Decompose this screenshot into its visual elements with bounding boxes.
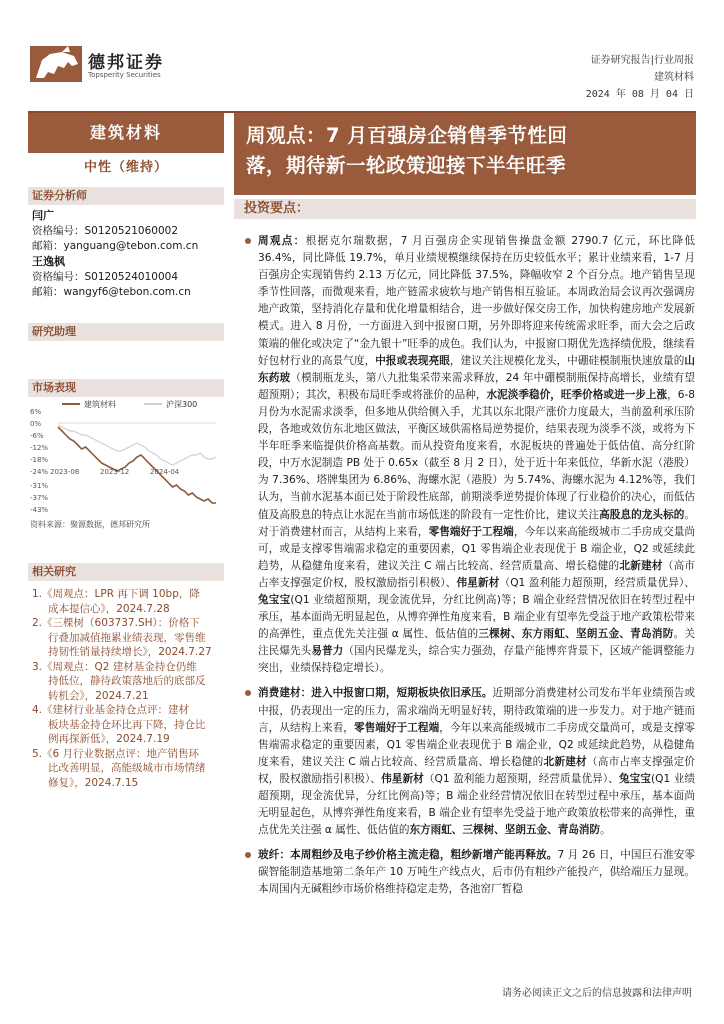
report-meta — [586, 52, 694, 103]
brand-name: 德邦证券 — [88, 53, 164, 73]
analyst-email[interactable]: 邮箱：yanguang@tebon.com.cn — [32, 240, 199, 252]
assistant-section-heading: 研究助理 — [28, 323, 224, 341]
y-tick-label: 0% — [30, 420, 42, 428]
report-title — [234, 113, 696, 195]
related-item[interactable]: 2.《三棵树（603737.SH）：价格下 行叠加减值拖累业绩表现，零售维 持韧性销量持续增长》，2024.7.27 — [32, 617, 212, 658]
report-body — [258, 233, 695, 899]
chart-source: 资料来源：聚源数据，德邦研究所 — [30, 520, 150, 529]
market-section-heading: 市场表现 — [28, 379, 224, 397]
market-chart — [28, 397, 224, 591]
report-industry: 建筑材料 — [654, 72, 694, 83]
analyst-section-heading: 证券分析师 — [28, 187, 224, 205]
bull-logo-icon — [28, 44, 88, 84]
y-tick-label: -6% — [30, 432, 44, 440]
sidebar — [28, 113, 224, 790]
analyst-email[interactable]: 邮箱：wangyf6@tebon.com.cn — [32, 286, 191, 298]
legal-footer: 请务必阅读正文之后的信息披露和法律声明 — [502, 988, 692, 999]
report-date: 2024 年 08 月 04 日 — [585, 89, 694, 100]
sector-label: 建筑材料 — [28, 113, 224, 153]
rating-label: 中性（维持） — [83, 160, 168, 175]
x-tick-label: 2024-04 — [150, 468, 180, 476]
analyst-cert: 资格编号：S0120524010004 — [32, 271, 179, 283]
analyst-name: 闫广 — [32, 209, 54, 222]
series-line-building-materials — [58, 427, 216, 503]
y-tick-label: 6% — [30, 408, 42, 416]
legend-label: 建筑材料 — [84, 400, 116, 409]
related-list — [28, 581, 224, 790]
y-tick-label: -31% — [30, 482, 49, 490]
report-type: 证券研究报告|行业周报 — [590, 55, 694, 66]
related-item[interactable]: 1.《周观点：LPR 再下调 10bp，降 成本提信心》，2024.7.28 — [32, 588, 200, 615]
legend-label: 沪深300 — [166, 400, 198, 409]
analyst-cert: 资格编号：S0120521060002 — [32, 225, 179, 237]
paragraph-glass-fiber: 玻纤：本周粗纱及电子纱价格主流走稳，粗纱新增产能再释放。7 月 26 日，中国巨石淮安零碳智能制造基地第二条年产 10 万吨生产线点火，后市仍有粗纱产能投产，供给端压力显现。本周国内无碱粗纱市场价格维持稳定走势，各池窑厂暂稳 — [258, 847, 695, 898]
investment-points-heading: 投资要点： — [234, 199, 696, 219]
report-title-line: 周观点：7 月百强房企销售季节性回 — [246, 124, 568, 147]
brand-name-en: Topsperity Securities — [88, 71, 161, 79]
y-tick-label: -37% — [30, 494, 49, 502]
brand-logo — [28, 44, 188, 88]
market-chart-svg — [28, 397, 224, 517]
related-item[interactable]: 4.《建材行业基金持仓点评：建材 板块基金持仓环比再下降，持仓比 例再探新低》，2024.7.19 — [32, 704, 206, 745]
related-item[interactable]: 3.《周观点：Q2 建材基金持仓仍维 持低位，静待政策落地后的底部反 转机会》，2024.7.21 — [32, 660, 206, 702]
related-item[interactable]: 5.《6 月行业数据点评：地产销售环 比改善明显，高能级城市市场情绪 修复》，2024.7.15 — [32, 747, 206, 789]
analyst-name: 王逸枫 — [32, 255, 65, 268]
y-tick-label: -12% — [30, 444, 49, 452]
paragraph-weekly-view: 周观点：根据克尔瑞数据，7 月百强房企实现销售操盘金额 2790.7 亿元，环比降低 36.4%，同比降低 19.7%，单月业绩规模继续保持在历史较低水平；累计业绩来看，1-7 月百强房企实现销售约 2.13 万亿元，同比降低 37.5%，降幅收窄 2 个百分点。地产销售呈现季节性回落，而微观来看，地产链需求疲软与地产销售相互验证。本周政治局会议再次强调房地产政策，坚持消化存量和优化增量相结合，进一步做好保交房工作，加快构建房地产发展新模式。进入 8 月份，一方面进入到中报窗口期，另外即将迎来传统需求旺季，而大会之后政策端的催化或决定了“金九银十”旺季的成色。我们认为，中报窗口期优先选择绩优股，继续看好包材行业的高景气度，中报或表现亮眼，建议关注规模化龙头，中硼硅模制瓶快速放量的山东药玻（模制瓶龙头，第八九批集采带来需求释放，24 年中硼模制瓶保持高增长，业绩有望超预期）；其次，积极布局旺季或将涨价的品种，水泥淡季稳价，旺季价格或进一步上涨，6-8 月份为水泥需求淡季，但多地从供给侧入手，尤其以东北限产涨价力度最大，当前盈利承压阶段，各地或效仿东北地区做法，平衡区域供需格局逆势提价，结果表现为淡季不淡，或将为下半年旺季来临提供价格高基数。而从投资角度来看，水泥板块的普遍处于低估值、高分红阶段，中万水泥制造 PB 处于 0.65x（截至 8 月 2 日），处于近十年来低位，华新水泥（港股）为 7.36%、塔牌集团为 6.86%、海螺水泥（港股）为 5.74%、海螺水泥为 4.12%等，我们认为，当前水泥基本面已处于阶段性底部，前期淡季逆势提价体现了行业稳价的决心，而低估值及高股息的特点让水泥在当前市场低迷的阶段有一定性价比，建议关注高股息的龙头标的。对于消费建材而言，从结构上来看，零售端好于工程端，今年以来高能级城市二手房成交量尚可，或是支撑零售端需求稳定的重要因素，Q1 零售端企业表现优于 B 端企业，Q2 或延续此趋势，从稳健角度来看，建议关注 C 端占比较高、经营质量高、增长稳健的北新建材（高市占率支撑强定价权，股权激励指引积极）、伟星新材（Q1 盈利能力超预期，经营质量优异）、兔宝宝(Q1 业绩超预期，现金流优异，分红比例高)等；B 端企业经营情况依旧在转型过程中承压，基本面尚无明显起色，从博弈弹性角度来看，B 端企业有望率先受益于地产政策松带来的高弹性，重点优先关注强 α 属性、低估值的三棵树、东方雨虹、坚朗五金、青岛消防。关注民爆先头易普力（国内民爆龙头，综合实力强劲，存量产能博弈背景下，区域产能调整能力突出，业绩保持稳定增长）。 — [258, 233, 695, 677]
x-tick-label: 2023-08 — [50, 468, 80, 476]
series-line-csi300 — [58, 425, 216, 465]
paragraph-consumer-materials: 消费建材：进入中报窗口期，短期板块依旧承压。近期部分消费建材公司发布半年业绩预告或中报，仍表现出一定的压力，需求端尚无明显好转，期待政策端的进一步发力。对于地产链而言，从结构上来看，零售端好于工程端，今年以来高能级城市二手房成交量尚可，或是支撑零售端需求稳定的重要因素，Q1 零售端企业表现优于 B 端企业，Q2 或延续此趋势，从稳健角度来看，建议关注 C 端占比较高、经营质量高、增长稳健的北新建材（高市占率支撑强定价权，股权激励指引积极）、伟星新材（Q1 盈利能力超预期，经营质量优异）、兔宝宝(Q1 业绩超预期，现金流优异，分红比例高)等；B 端企业经营情况依旧在转型过程中承压，基本面尚无明显起色，从博弈弹性角度来看，B 端企业有望率先受益于地产政策放松带来的高弹性，重点优先关注强 α 属性、低估值的东方雨虹、三棵树、坚朗五金、青岛消防。 — [258, 685, 695, 839]
analyst-list — [28, 205, 224, 323]
related-section-heading: 相关研究 — [28, 563, 224, 581]
y-tick-label: -18% — [30, 456, 49, 464]
x-tick-label: 2023-12 — [100, 468, 130, 476]
report-title-line: 落，期待新一轮政策迎接下半年旺季 — [246, 154, 567, 177]
assistant-spacer — [28, 341, 224, 379]
y-tick-label: -24% — [30, 468, 49, 476]
y-tick-label: -43% — [30, 506, 49, 514]
